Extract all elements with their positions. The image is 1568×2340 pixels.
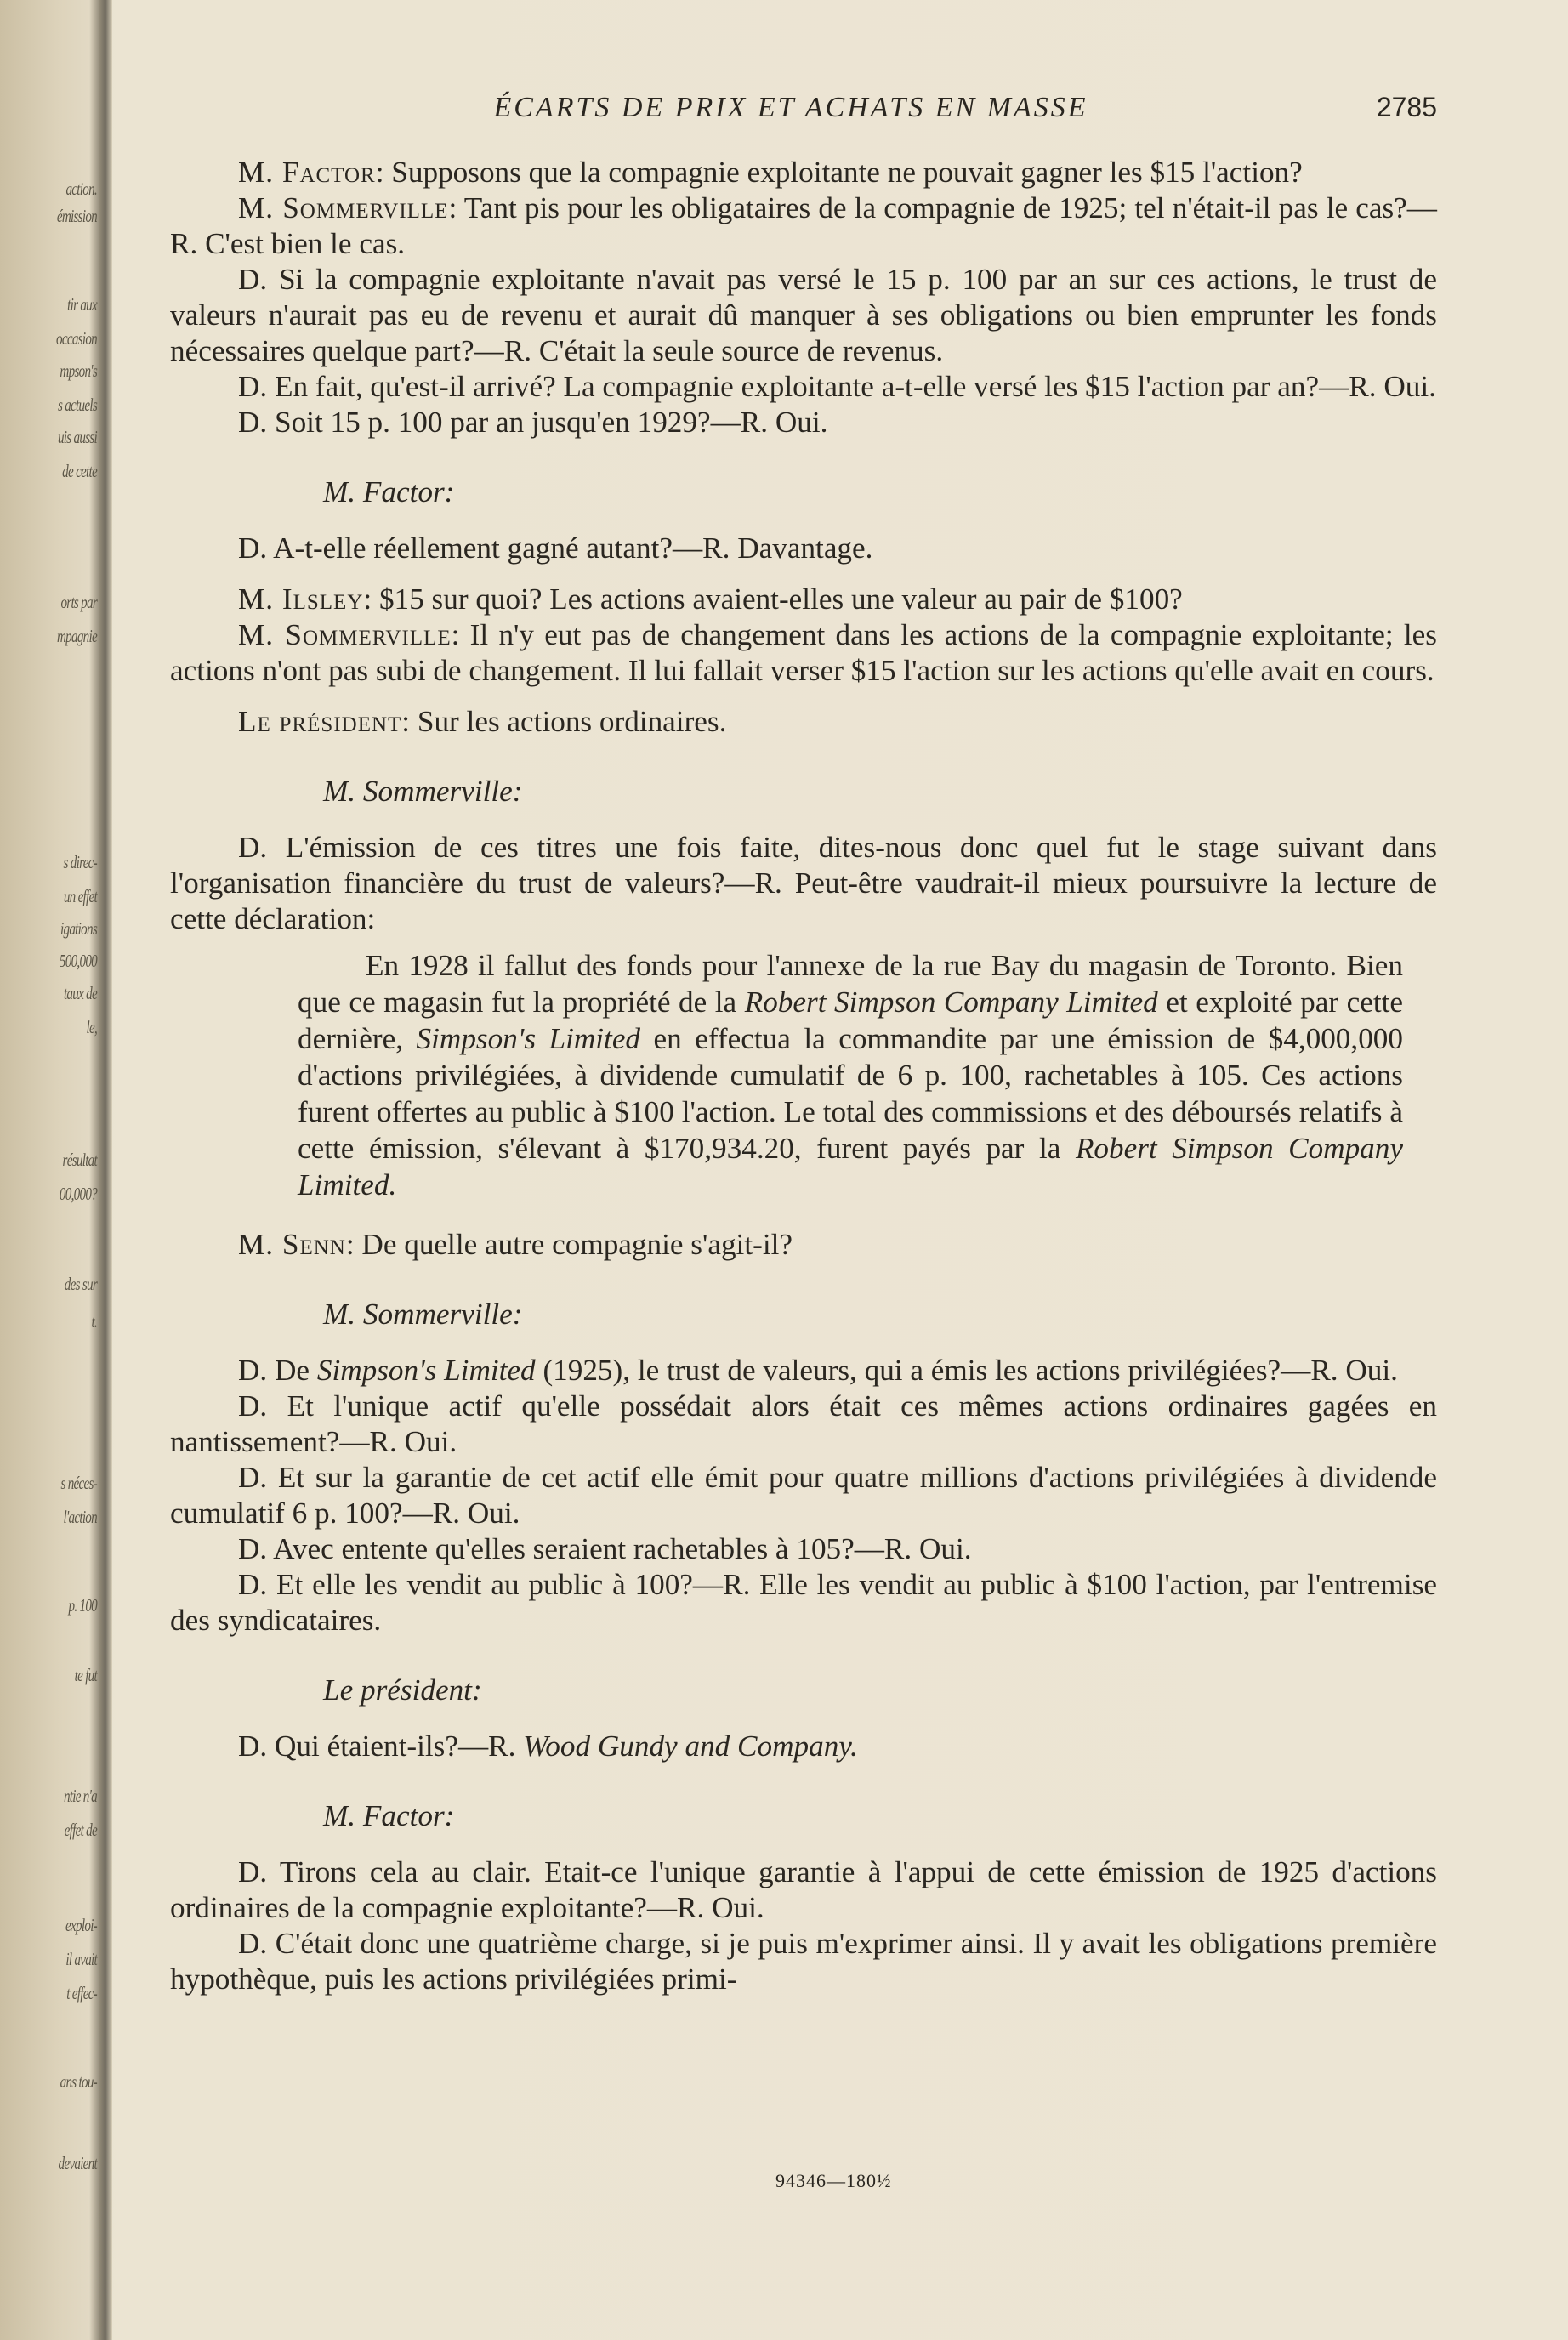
question-paragraph: D. Et elle les vendit au public à 100?—R. Elle les vendit au public à $100 l'action, par l'entremise des syndicataires. — [170, 1568, 1437, 1637]
question-paragraph: D. Et sur la garantie de cet actif elle émit pour quatre millions d'actions privilégiées à dividende cumulatif 6 p. 100?—R. Oui. — [170, 1461, 1437, 1530]
paragraph — [170, 704, 1437, 740]
paragraph — [170, 582, 1437, 617]
paragraph-text: : Il n'y eut pas de changement dans les actions de la compagnie exploitante; les actions n'ont pas subi de changement. Il lui fallait verser $15 l'action sur les actions qu'elle avait en cours. — [170, 618, 1437, 687]
gutter-fragment: action. — [65, 179, 97, 199]
section-heading: Le président: — [323, 1673, 482, 1707]
speaker-name: M. Sommerville — [238, 618, 452, 651]
question-paragraph: D. Soit 15 p. 100 par an jusqu'en 1929?—R. Oui. — [238, 406, 828, 439]
gutter-fragment: s direc- — [63, 852, 97, 872]
quote-italic: Robert Simpson Company Limited — [744, 985, 1158, 1019]
section-heading: M. Sommerville: — [323, 775, 523, 808]
quote-text: en effectua la commandite par une émission de $4,000,000 d'actions privilégiées, à dividende cumulatif de 6 p. 100, rachetables à 105. Ces actions furent offertes au public à $100 l'action. Le total des commissions et des déboursés relatifs à cette émission, s'élevant à $170,934.20, furent payés par la — [298, 1022, 1403, 1165]
paragraph-text: : Tant pis pour les obligataires de la compagnie de 1925; tel n'était-il pas le cas?—R. C'est bien le cas. — [170, 191, 1437, 260]
gutter-fragment: occasion — [56, 328, 97, 349]
document-body — [170, 155, 1437, 1997]
gutter-fragment: effet de — [64, 1820, 97, 1840]
spacer — [170, 1212, 1437, 1227]
page-number: 2785 — [1376, 92, 1437, 122]
section-heading: M. Factor: — [323, 475, 455, 508]
facing-page-gutter — [0, 0, 112, 2340]
gutter-fragment: mpson's — [60, 361, 97, 381]
gutter-fragment: p. 100 — [68, 1595, 97, 1616]
gutter-fragment: de cette — [62, 461, 97, 481]
printer-signature: 94346—180½ — [775, 2170, 892, 2191]
section-heading: M. Sommerville: — [323, 1298, 523, 1331]
paragraph — [170, 155, 1437, 190]
paragraph — [170, 617, 1437, 689]
paragraph — [170, 1227, 1437, 1263]
gutter-fragment: des sur — [64, 1274, 97, 1294]
gutter-fragment: ans tou- — [60, 2071, 97, 2092]
quote-italic: Robert Simpson Company Limited. — [298, 1132, 1403, 1201]
quoted-declaration — [298, 947, 1403, 1203]
speaker-name: M. Factor — [238, 156, 376, 189]
quote-text: et exploité par cette dernière, — [298, 985, 1403, 1055]
running-title: ÉCARTS DE PRIX ET ACHATS EN MASSE — [493, 92, 1088, 123]
paragraph-text: : Supposons que la compagnie exploitante ne pouvait gagner les $15 l'action? — [375, 156, 1303, 189]
gutter-fragment: mpagnie — [56, 626, 97, 646]
paragraph-text: : De quelle autre compagnie s'agit-il? — [345, 1228, 793, 1261]
question-paragraph: D. C'était donc une quatrième charge, si je puis m'exprimer ainsi. Il y avait les obligations première hypothèque, puis les actions privilégiées primi- — [170, 1927, 1437, 1996]
question-paragraph: D. Si la compagnie exploitante n'avait pas versé le 15 p. 100 par an sur ces actions, le trust de valeurs n'aurait pas eu de revenu et aurait dû manquer à ses obligations ou bien emprunter les fonds nécessaires quelque part?—R. C'était la seule source de revenus. — [170, 263, 1437, 367]
paragraph-italic: Simpson's Limited — [316, 1354, 536, 1387]
page-header — [170, 92, 1437, 134]
gutter-fragment: igations — [60, 918, 97, 939]
quote-paragraph — [298, 947, 1403, 1203]
question-paragraph: D. L'émission de ces titres une fois faite, dites-nous donc quel fut le stage suivant dans l'organisation financière du trust de valeurs?—R. Peut-être vaudrait-il mieux poursuivre la lecture de cette déclaration: — [170, 831, 1437, 935]
question-paragraph — [170, 1729, 1437, 1764]
gutter-fragment: t. — [91, 1311, 97, 1332]
gutter-fragment: exploi- — [65, 1915, 97, 1935]
gutter-fragment: tir aux — [67, 294, 97, 315]
gutter-fragment: 500,000 — [59, 951, 97, 971]
question-paragraph: D. Avec entente qu'elles seraient rachetables à 105?—R. Oui. — [238, 1532, 972, 1565]
question-paragraph: D. Tirons cela au clair. Etait-ce l'unique garantie à l'appui de cette émission de 1925 d'actions ordinaires de la compagnie exploitante?—R. Oui. — [170, 1855, 1437, 1924]
paragraph-text: : Sur les actions ordinaires. — [401, 705, 727, 738]
spacer — [170, 566, 1437, 582]
speaker-name: M. Senn — [238, 1228, 346, 1261]
question-paragraph: D. En fait, qu'est-il arrivé? La compagnie exploitante a-t-elle versé les $15 l'action par an?—R. Oui. — [238, 370, 1436, 403]
paragraph-text: : $15 sur quoi? Les actions avaient-elles une valeur au pair de $100? — [363, 582, 1183, 616]
gutter-fragment: le, — [86, 1017, 97, 1037]
gutter-fragment: ntie n'a — [63, 1786, 97, 1806]
paragraph — [170, 190, 1437, 262]
spacer — [170, 689, 1437, 704]
gutter-fragment: résultat — [62, 1150, 97, 1170]
quote-text: En 1928 il fallut des fonds pour l'annexe de la rue Bay du magasin de Toronto. Bien que ce magasin fut la propriété de la — [298, 949, 1403, 1019]
paragraph-text: D. Qui étaient-ils?—R. — [238, 1729, 524, 1763]
gutter-fragment: devaient — [58, 2153, 97, 2173]
paragraph-italic: Wood Gundy and Company. — [523, 1729, 858, 1763]
gutter-fragment: t effec- — [66, 1983, 97, 2003]
speaker-name: M. Sommerville — [238, 191, 449, 224]
question-paragraph: D. A-t-elle réellement gagné autant?—R. Davantage. — [238, 531, 873, 565]
speaker-name: M. Ilsley — [238, 582, 364, 616]
gutter-fragment: uis aussi — [57, 427, 97, 447]
paragraph-text: (1925), le trust de valeurs, qui a émis les actions privilégiées?—R. Oui. — [535, 1354, 1398, 1387]
gutter-fragment: s néces- — [60, 1473, 97, 1493]
gutter-fragment: l'action — [63, 1507, 97, 1527]
gutter-fragment: 00,000? — [59, 1184, 97, 1204]
gutter-fragment: taux de — [63, 983, 97, 1003]
question-paragraph — [170, 1353, 1437, 1389]
gutter-fragment: il avait — [65, 1949, 97, 1969]
section-heading: M. Factor: — [323, 1799, 455, 1832]
paragraph-text: D. De — [238, 1354, 317, 1387]
gutter-fragment: s actuels — [57, 395, 97, 415]
quote-italic: Simpson's Limited — [416, 1022, 641, 1055]
gutter-fragment: un effet — [63, 886, 97, 906]
speaker-name: Le président — [238, 705, 402, 738]
gutter-fragment: orts par — [60, 592, 97, 612]
gutter-fragment: te fut — [74, 1665, 97, 1685]
question-paragraph: D. Et l'unique actif qu'elle possédait alors était ces mêmes actions ordinaires gagées en nantissement?—R. Oui. — [170, 1389, 1437, 1458]
gutter-fragment: émission — [56, 206, 97, 226]
